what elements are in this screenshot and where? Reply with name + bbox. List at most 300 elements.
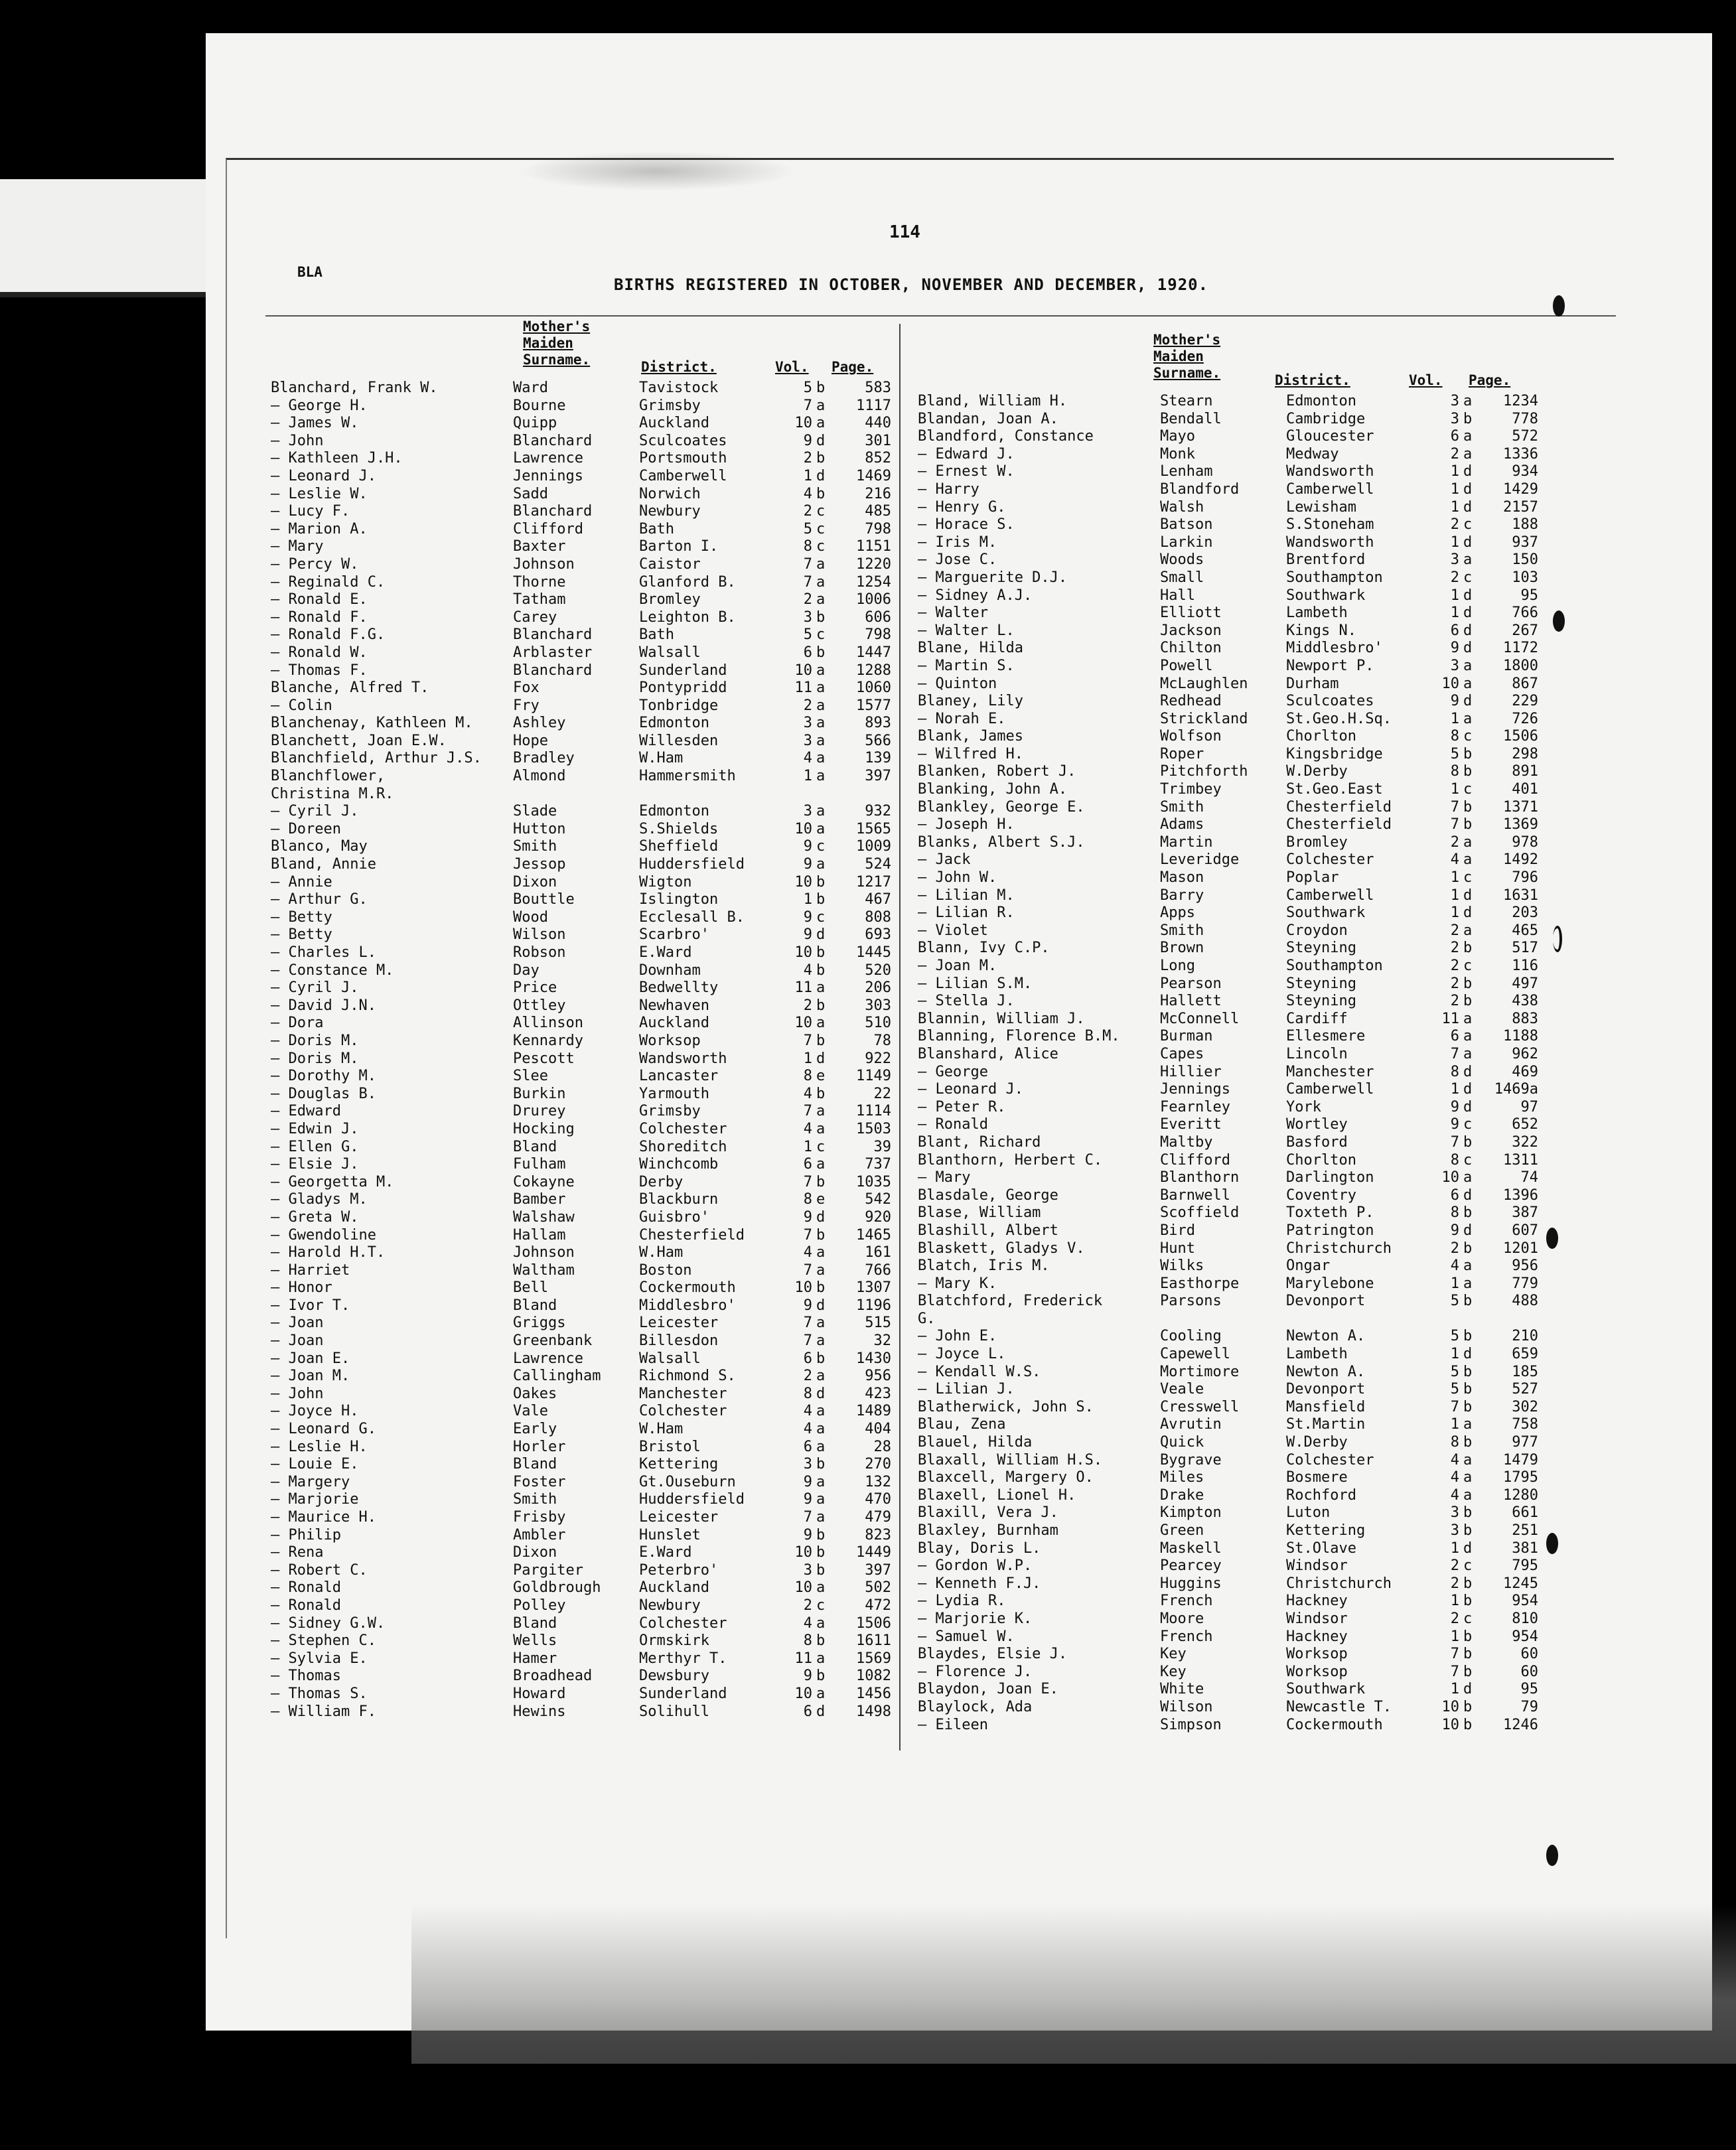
district: Ongar [1286, 1257, 1331, 1275]
mother-maiden-surname: Cooling [1160, 1328, 1222, 1345]
mother-maiden-surname: Carey [513, 609, 557, 626]
entry-row [918, 922, 1555, 940]
volume: 4 [1450, 1469, 1459, 1486]
entry-row [271, 1297, 908, 1315]
mother-maiden-surname: Barnwell [1160, 1186, 1230, 1204]
child-name: Blaydon, Joan E. [918, 1681, 1058, 1698]
district: Edmonton [639, 803, 709, 820]
child-name: — Violet [918, 922, 988, 939]
page-ref: 1611 [856, 1632, 891, 1650]
page-ref: 404 [865, 1421, 891, 1438]
volume: 6 [803, 1350, 812, 1367]
volume: 8 [803, 538, 812, 555]
volume: 2 [1450, 922, 1459, 939]
district: Norwich [639, 485, 701, 502]
volume-letter: e [816, 1068, 826, 1085]
mother-maiden-surname: Maltby [1160, 1133, 1213, 1151]
volume: 11 [1441, 1010, 1459, 1027]
mother-maiden-surname: White [1160, 1681, 1204, 1698]
volume: 3 [803, 803, 812, 820]
mother-maiden-surname: Larkin [1160, 534, 1213, 551]
mother-maiden-surname: Early [513, 1421, 557, 1438]
mother-maiden-surname: Bell [513, 1279, 548, 1297]
child-name: — Sidney A.J. [918, 587, 1033, 604]
mother-maiden-surname: Allinson [513, 1015, 583, 1032]
volume-letter: b [816, 1526, 826, 1543]
volume-letter: b [1463, 798, 1473, 816]
volume: 10 [794, 1015, 812, 1032]
volume-letter: a [816, 1473, 826, 1490]
volume-letter: b [1463, 993, 1473, 1010]
volume: 9 [803, 908, 812, 926]
mother-maiden-surname: Capes [1160, 1045, 1204, 1062]
volume-letter: a [1463, 1010, 1473, 1027]
district: Worksop [1286, 1646, 1348, 1663]
entry-row [271, 926, 908, 944]
entry-row [271, 1209, 908, 1227]
district: Gloucester [1286, 428, 1374, 445]
volume-letter: d [1463, 622, 1473, 639]
child-name: — Sidney G.W. [271, 1614, 386, 1632]
volume: 10 [1441, 675, 1459, 692]
entry-row [918, 640, 1555, 658]
district: Edmonton [639, 715, 709, 732]
entry-row [271, 1544, 908, 1562]
entry-row [271, 591, 908, 609]
mother-maiden-surname: Trimbey [1160, 781, 1222, 798]
page-ref: 510 [865, 1015, 891, 1032]
page-ref: 1469a [1494, 1081, 1538, 1098]
entry-row [271, 891, 908, 909]
volume-letter: b [816, 873, 826, 891]
volume-letter: d [816, 1208, 826, 1226]
volume-letter: a [1463, 1275, 1473, 1292]
volume: 7 [1450, 1646, 1459, 1663]
volume: 1 [1450, 1416, 1459, 1433]
volume: 9 [1450, 1222, 1459, 1239]
entry-row [271, 1086, 908, 1104]
page-ref: 1565 [856, 820, 891, 837]
entry-row [271, 1474, 908, 1492]
district: Barton I. [639, 538, 719, 555]
volume: 2 [803, 591, 812, 609]
entry-row [918, 1522, 1555, 1540]
child-name: Blandford, Constance [918, 428, 1094, 445]
entry-row [918, 711, 1555, 729]
entry-row [271, 803, 908, 821]
child-name: — Walter L. [918, 622, 1015, 639]
child-name: — Joyce L. [918, 1346, 1006, 1363]
district: Southwark [1286, 1681, 1366, 1698]
page-ref: 267 [1512, 622, 1538, 639]
entry-row [271, 1509, 908, 1527]
mother-maiden-surname: Dixon [513, 873, 557, 891]
district: Hackney [1286, 1628, 1348, 1645]
mother-maiden-surname: Capewell [1160, 1346, 1230, 1363]
volume: 9 [803, 838, 812, 855]
child-name: — Harriet [271, 1261, 350, 1279]
child-name: — Ivor T. [271, 1297, 350, 1314]
entry-row [918, 816, 1555, 834]
mother-maiden-surname: Burman [1160, 1028, 1213, 1045]
mother-maiden-surname: Quipp [513, 415, 557, 432]
mother-maiden-surname: Bland [513, 1614, 557, 1632]
page-ref: 798 [865, 626, 891, 644]
page-ref: 479 [865, 1509, 891, 1526]
volume: 7 [1450, 798, 1459, 816]
volume: 2 [1450, 445, 1459, 463]
right-column [918, 332, 1555, 1734]
volume: 1 [1450, 1593, 1459, 1610]
mother-maiden-surname: Redhead [1160, 693, 1222, 710]
child-name: — Edward J. [918, 445, 1015, 463]
page-ref: 796 [1512, 869, 1538, 887]
volume: 9 [1450, 1098, 1459, 1115]
child-name: — Walter [918, 605, 988, 622]
page-ref: 251 [1512, 1522, 1538, 1539]
mother-maiden-surname: Ashley [513, 715, 566, 732]
district: Windsor [1286, 1610, 1348, 1627]
district: Newbury [639, 1597, 701, 1614]
page-ref: 962 [1512, 1045, 1538, 1062]
volume-letter: a [816, 750, 826, 767]
entry-row [918, 1328, 1555, 1346]
child-name: — Ronald F. [271, 609, 368, 626]
district: W.Ham [639, 750, 684, 767]
volume: 4 [803, 1120, 812, 1137]
page-ref: 1117 [856, 397, 891, 414]
district: Billesdon [639, 1332, 719, 1350]
mother-maiden-surname: Barry [1160, 887, 1204, 904]
mother-maiden-surname: Green [1160, 1522, 1204, 1539]
mother-maiden-surname: Brown [1160, 940, 1204, 957]
mother-maiden-surname: Leveridge [1160, 851, 1240, 869]
volume-letter: a [1463, 1257, 1473, 1275]
volume-letter: a [816, 1579, 826, 1597]
page-number: 114 [889, 222, 920, 242]
mother-maiden-surname: Huggins [1160, 1575, 1222, 1592]
volume: 10 [794, 820, 812, 837]
page-ref: 652 [1512, 1116, 1538, 1133]
mother-maiden-surname: Jennings [1160, 1081, 1230, 1098]
page-ref: 954 [1512, 1593, 1538, 1610]
district: W.Ham [639, 1421, 684, 1438]
volume: 3 [803, 1456, 812, 1473]
district: Yarmouth [639, 1085, 709, 1102]
entry-row [271, 1191, 908, 1209]
volume-letter: d [1463, 1346, 1473, 1363]
volume-letter: a [816, 1421, 826, 1438]
page-ref: 798 [865, 520, 891, 538]
volume: 7 [803, 1032, 812, 1049]
page-ref: 1631 [1503, 887, 1538, 904]
child-name: Blatchford, Frederick [918, 1293, 1103, 1310]
entry-row [918, 1293, 1555, 1311]
volume-letter: c [1463, 516, 1473, 534]
child-name: — Reginald C. [271, 573, 386, 591]
child-name: — Douglas B. [271, 1085, 376, 1102]
child-name: — Cyril J. [271, 803, 359, 820]
mother-maiden-surname: Easthorpe [1160, 1275, 1240, 1292]
district: Steyning [1286, 975, 1356, 992]
volume-letter: a [816, 1156, 826, 1173]
child-name: — Annie [271, 873, 332, 891]
page-ref: 779 [1512, 1275, 1538, 1292]
entry-row [271, 1368, 908, 1386]
punch-hole [1546, 1845, 1558, 1866]
district: Newbury [639, 503, 701, 520]
page-ref: 891 [1512, 763, 1538, 780]
mother-maiden-surname: Slee [513, 1068, 548, 1085]
page-ref: 1506 [856, 1614, 891, 1632]
entry-row [271, 380, 908, 397]
page-ref: 1396 [1503, 1186, 1538, 1204]
mother-maiden-surname: Drurey [513, 1103, 566, 1120]
entry-row [918, 1469, 1555, 1487]
page-ref: 210 [1512, 1328, 1538, 1345]
page-ref: 302 [1512, 1398, 1538, 1415]
mother-maiden-surname: French [1160, 1628, 1213, 1645]
entry-row [918, 1452, 1555, 1470]
volume-letter: b [1463, 975, 1473, 992]
child-name: — Colin [271, 697, 332, 714]
child-name: — Ronald [918, 1116, 988, 1133]
volume: 7 [1450, 816, 1459, 833]
volume: 8 [803, 1191, 812, 1208]
child-name: Blaxall, William H.S. [918, 1451, 1103, 1469]
mother-maiden-surname: Johnson [513, 1244, 575, 1261]
volume: 2 [803, 1597, 812, 1614]
volume-letter: b [816, 1668, 826, 1685]
district: Wortley [1286, 1116, 1348, 1133]
volume-letter: b [1463, 1363, 1473, 1380]
entry-row [271, 1332, 908, 1350]
mother-maiden-surname: Bygrave [1160, 1451, 1222, 1469]
volume-letter: b [1463, 1328, 1473, 1345]
district: Middlesbro' [1286, 640, 1383, 657]
entry-row [918, 1204, 1555, 1222]
entry-row [271, 609, 908, 627]
volume-letter: c [816, 1138, 826, 1155]
volume: 1 [1450, 498, 1459, 516]
mother-maiden-surname: Greenbank [513, 1332, 593, 1350]
child-name: — Ellen G. [271, 1138, 359, 1155]
volume-letter: a [816, 1685, 826, 1702]
entry-row [918, 904, 1555, 922]
page-ref: 1577 [856, 697, 891, 714]
district: Newport P. [1286, 657, 1374, 674]
volume: 7 [803, 397, 812, 414]
district: Colchester [1286, 851, 1374, 869]
entry-row [271, 1279, 908, 1297]
entry-row [271, 521, 908, 539]
mother-maiden-surname: Broadhead [513, 1668, 593, 1685]
index-code: BLA [297, 264, 323, 280]
page-ref: 185 [1512, 1363, 1538, 1380]
district: Darlington [1286, 1169, 1374, 1186]
entry-row [918, 799, 1555, 817]
mother-maiden-surname: Wilks [1160, 1257, 1204, 1275]
page-ref: 956 [865, 1368, 891, 1385]
page-ref: 1445 [856, 944, 891, 961]
mother-maiden-surname: Johnson [513, 555, 575, 573]
district: Marylebone [1286, 1275, 1374, 1292]
entry-row [271, 1650, 908, 1668]
district: Portsmouth [639, 450, 727, 467]
page-ref: 1311 [1503, 1151, 1538, 1169]
entry-row [918, 516, 1555, 534]
volume: 10 [794, 1544, 812, 1561]
volume-letter: b [816, 1456, 826, 1473]
district: Lambeth [1286, 1346, 1348, 1363]
child-name: — Honor [271, 1279, 332, 1297]
volume: 1 [1450, 534, 1459, 551]
district: Worksop [639, 1032, 701, 1049]
volume: 5 [1450, 1363, 1459, 1380]
volume-letter: d [1463, 605, 1473, 622]
page-ref: 206 [865, 979, 891, 997]
entry-row [271, 909, 908, 927]
volume: 6 [803, 1438, 812, 1455]
child-name: Blane, Hilda [918, 640, 1023, 657]
scanner-tab [0, 179, 206, 292]
volume: 1 [1450, 1081, 1459, 1098]
child-name: — Gwendoline [271, 1226, 376, 1244]
district: Sunderland [639, 662, 727, 679]
district: W.Ham [639, 1244, 684, 1261]
page-ref: 1506 [1503, 728, 1538, 745]
child-name: — Harold H.T. [271, 1244, 386, 1261]
page-ref: 607 [1512, 1222, 1538, 1239]
volume: 11 [794, 979, 812, 997]
mother-maiden-surname: Bird [1160, 1222, 1195, 1239]
mother-maiden-surname: Blanthorn [1160, 1169, 1240, 1186]
child-name: Blase, William [918, 1204, 1041, 1222]
entry-row [271, 1491, 908, 1509]
volume: 9 [803, 856, 812, 873]
child-name: — Samuel W. [918, 1628, 1015, 1645]
child-name: Blatch, Iris M. [918, 1257, 1050, 1275]
child-name: Blaxill, Vera J. [918, 1504, 1058, 1522]
page-ref: 808 [865, 908, 891, 926]
entry-row [271, 944, 908, 962]
entry-row [918, 1717, 1555, 1735]
mother-maiden-surname: Pearcey [1160, 1557, 1222, 1575]
page-ref: 423 [865, 1385, 891, 1402]
page-ref: 823 [865, 1526, 891, 1543]
child-name: Blanchenay, Kathleen M. [271, 715, 473, 732]
page-ref: 188 [1512, 516, 1538, 534]
volume-letter: a [1463, 1416, 1473, 1433]
mother-maiden-surname: Vale [513, 1403, 548, 1420]
volume: 4 [803, 1421, 812, 1438]
volume: 3 [803, 609, 812, 626]
district: Lambeth [1286, 605, 1348, 622]
page-ref: 583 [865, 380, 891, 396]
volume-letter: b [1463, 1716, 1473, 1733]
volume-letter: c [816, 538, 826, 555]
entry-row [918, 1664, 1555, 1682]
page-ref: 1336 [1503, 445, 1538, 463]
mother-maiden-surname: Wilson [513, 926, 566, 944]
district: S.Stoneham [1286, 516, 1374, 534]
district: Camberwell [1286, 887, 1374, 904]
volume-letter: b [816, 485, 826, 502]
volume: 4 [1450, 851, 1459, 869]
page-ref: 132 [865, 1473, 891, 1490]
child-name: — Martin S. [918, 657, 1015, 674]
mother-maiden-surname: Robson [513, 944, 566, 961]
child-name: Blanshard, Alice [918, 1045, 1058, 1062]
page-ref: 1217 [856, 873, 891, 891]
child-name: — Quinton [918, 675, 997, 692]
district: Ormskirk [639, 1632, 709, 1650]
district: W.Derby [1286, 763, 1348, 780]
volume-letter: b [816, 1085, 826, 1102]
volume: 2 [1450, 1240, 1459, 1257]
child-name: Blann, Ivy C.P. [918, 940, 1050, 957]
volume: 3 [803, 1561, 812, 1579]
page-ref: 1498 [856, 1703, 891, 1720]
volume-letter: a [1463, 1028, 1473, 1045]
volume: 3 [803, 732, 812, 749]
volume-letter: c [1463, 869, 1473, 887]
mother-maiden-surname: Lawrence [513, 1350, 583, 1367]
district: Dewsbury [639, 1668, 709, 1685]
volume: 10 [794, 1279, 812, 1297]
mother-maiden-surname: Bamber [513, 1191, 566, 1208]
mother-maiden-surname: Bouttle [513, 891, 575, 908]
district: Scarbro' [639, 926, 709, 944]
volume-letter: b [1463, 1240, 1473, 1257]
mother-maiden-surname: Goldbrough [513, 1579, 601, 1597]
child-name: — Maurice H. [271, 1509, 376, 1526]
page-heading: Page. [832, 359, 874, 375]
page-ref: 659 [1512, 1346, 1538, 1363]
district: Southampton [1286, 569, 1383, 586]
entry-row [271, 786, 908, 804]
child-name: — James W. [271, 415, 359, 432]
mother-maiden-surname: Jackson [1160, 622, 1222, 639]
volume: 7 [1450, 1663, 1459, 1680]
child-name: — Leonard G. [271, 1421, 376, 1438]
volume: 10 [1441, 1716, 1459, 1733]
volume-letter: a [816, 1103, 826, 1120]
volume: 3 [1450, 657, 1459, 674]
page-ref: 1006 [856, 591, 891, 609]
volume: 1 [1450, 869, 1459, 887]
mother-maiden-surname: Martin [1160, 833, 1213, 851]
punch-hole [1553, 610, 1565, 632]
page-ref: 322 [1512, 1133, 1538, 1151]
volume-letter: a [816, 555, 826, 573]
volume: 6 [1450, 1186, 1459, 1204]
entry-row [271, 1227, 908, 1245]
district: Bath [639, 520, 674, 538]
entry-row [918, 393, 1555, 411]
child-name: — Jose C. [918, 551, 997, 569]
entry-row [918, 1681, 1555, 1699]
entry-row [271, 838, 908, 856]
entry-row [271, 1156, 908, 1174]
child-name: — Mary K. [918, 1275, 997, 1292]
volume: 7 [803, 555, 812, 573]
child-name: — Thomas F. [271, 662, 368, 679]
page-ref: 1430 [856, 1350, 891, 1367]
child-name: — Ronald E. [271, 591, 368, 609]
volume: 7 [803, 1261, 812, 1279]
mother-maiden-surname: Adams [1160, 816, 1204, 833]
